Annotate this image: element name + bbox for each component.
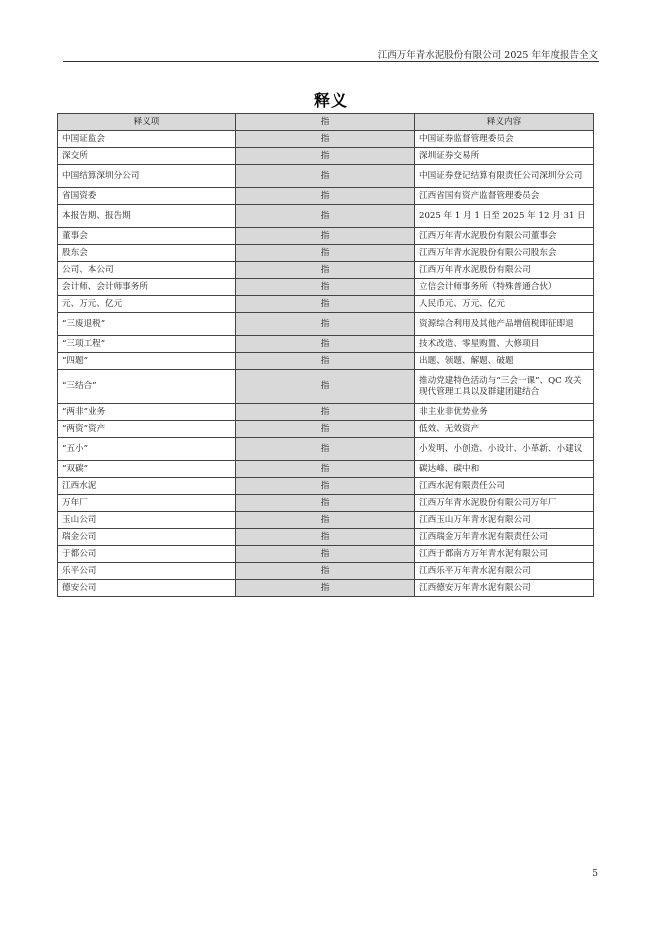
term-cell: 江西水泥 <box>58 478 236 495</box>
ref-cell: 指 <box>236 188 415 205</box>
desc-cell: 江西瑞金万年青水泥有限责任公司 <box>415 529 594 546</box>
ref-cell: 指 <box>236 336 415 353</box>
ref-cell: 指 <box>236 370 415 404</box>
table-row <box>58 296 594 313</box>
ref-cell: 指 <box>236 296 415 313</box>
ref-cell: 指 <box>236 262 415 279</box>
ref-cell: 指 <box>236 546 415 563</box>
term-cell: 董事会 <box>58 228 236 245</box>
ref-cell: 指 <box>236 245 415 262</box>
ref-cell: 指 <box>236 512 415 529</box>
column-header-desc: 释义内容 <box>415 114 594 131</box>
table-row <box>58 279 594 296</box>
table-row <box>58 353 594 370</box>
table-row <box>58 529 594 546</box>
term-cell: 省国资委 <box>58 188 236 205</box>
table-row <box>58 404 594 421</box>
term-cell: 德安公司 <box>58 580 236 597</box>
term-cell: “三废退税” <box>58 313 236 336</box>
ref-cell: 指 <box>236 495 415 512</box>
ref-cell: 指 <box>236 165 415 188</box>
table-row <box>58 262 594 279</box>
table-row <box>58 228 594 245</box>
table-row <box>58 438 594 461</box>
ref-cell: 指 <box>236 404 415 421</box>
table-row <box>58 131 594 148</box>
desc-cell: 江西于都南方万年青水泥有限公司 <box>415 546 594 563</box>
table-row <box>58 205 594 228</box>
desc-cell: 技术改造、零星购置、大修项目 <box>415 336 594 353</box>
ref-cell: 指 <box>236 421 415 438</box>
ref-cell: 指 <box>236 353 415 370</box>
term-cell: 中国证监会 <box>58 131 236 148</box>
ref-cell: 指 <box>236 148 415 165</box>
term-cell: 中国结算深圳分公司 <box>58 165 236 188</box>
column-header-ref: 指 <box>236 114 415 131</box>
table-row <box>58 148 594 165</box>
term-cell: “两非”业务 <box>58 404 236 421</box>
term-cell: 元、万元、亿元 <box>58 296 236 313</box>
desc-cell: 低效、无效资产 <box>415 421 594 438</box>
desc-cell: 深圳证券交易所 <box>415 148 594 165</box>
ref-cell: 指 <box>236 478 415 495</box>
desc-cell: 立信会计师事务所（特殊普通合伙） <box>415 279 594 296</box>
ref-cell: 指 <box>236 205 415 228</box>
term-cell: 瑞金公司 <box>58 529 236 546</box>
desc-cell: 江西万年青水泥股份有限公司董事会 <box>415 228 594 245</box>
desc-cell: 小发明、小创造、小设计、小革新、小建议 <box>415 438 594 461</box>
desc-cell: 碳达峰、碳中和 <box>415 461 594 478</box>
desc-cell: 中国证券登记结算有限责任公司深圳分公司 <box>415 165 594 188</box>
term-cell: 于都公司 <box>58 546 236 563</box>
term-cell: 深交所 <box>58 148 236 165</box>
header-rule <box>63 61 599 62</box>
ref-cell: 指 <box>236 228 415 245</box>
term-cell: 公司、本公司 <box>58 262 236 279</box>
term-cell: “三结合” <box>58 370 236 404</box>
table-row <box>58 512 594 529</box>
term-cell: 乐平公司 <box>58 563 236 580</box>
ref-cell: 指 <box>236 438 415 461</box>
desc-cell: 江西万年青水泥股份有限公司万年厂 <box>415 495 594 512</box>
desc-cell: 非主业非优势业务 <box>415 404 594 421</box>
table-row <box>58 245 594 262</box>
ref-cell: 指 <box>236 529 415 546</box>
table-row <box>58 461 594 478</box>
ref-cell: 指 <box>236 461 415 478</box>
term-cell: 会计师、会计师事务所 <box>58 279 236 296</box>
table-row <box>58 370 594 404</box>
term-cell: “五小” <box>58 438 236 461</box>
table-row <box>58 563 594 580</box>
ref-cell: 指 <box>236 313 415 336</box>
desc-cell: 江西乐平万年青水泥有限公司 <box>415 563 594 580</box>
table-row <box>58 313 594 336</box>
term-cell: “双碳” <box>58 461 236 478</box>
desc-cell: 江西玉山万年青水泥有限公司 <box>415 512 594 529</box>
table-row <box>58 165 594 188</box>
desc-cell: 江西省国有资产监督管理委员会 <box>415 188 594 205</box>
ref-cell: 指 <box>236 580 415 597</box>
table-row <box>58 546 594 563</box>
page-number: 5 <box>592 869 598 879</box>
table-row <box>58 336 594 353</box>
section-title: 释义 <box>313 91 348 110</box>
desc-cell: 江西万年青水泥股份有限公司 <box>415 262 594 279</box>
table-header-row <box>58 114 594 131</box>
table-row <box>58 495 594 512</box>
ref-cell: 指 <box>236 131 415 148</box>
term-cell: 股东会 <box>58 245 236 262</box>
desc-cell: 出题、领题、解题、破题 <box>415 353 594 370</box>
desc-cell: 江西水泥有限责任公司 <box>415 478 594 495</box>
term-cell: 玉山公司 <box>58 512 236 529</box>
desc-cell: 江西德安万年青水泥有限公司 <box>415 580 594 597</box>
desc-cell: 2025 年 1 月 1 日至 2025 年 12 月 31 日 <box>415 205 594 228</box>
table-row <box>58 580 594 597</box>
term-cell: 本报告期、报告期 <box>58 205 236 228</box>
ref-cell: 指 <box>236 563 415 580</box>
desc-cell: 江西万年青水泥股份有限公司股东会 <box>415 245 594 262</box>
desc-cell: 人民币元、万元、亿元 <box>415 296 594 313</box>
table-row <box>58 478 594 495</box>
page-header: 江西万年青水泥股份有限公司 2025 年年度报告全文 <box>377 50 598 61</box>
term-cell: 万年厂 <box>58 495 236 512</box>
ref-cell: 指 <box>236 279 415 296</box>
desc-cell: 资源综合利用及其他产品增值税即征即退 <box>415 313 594 336</box>
table-row <box>58 421 594 438</box>
term-cell: “三项工程” <box>58 336 236 353</box>
term-cell: “两资”资产 <box>58 421 236 438</box>
desc-cell: 中国证券监督管理委员会 <box>415 131 594 148</box>
definitions-table <box>57 113 594 597</box>
column-header-term: 释义项 <box>58 114 236 131</box>
term-cell: “四题” <box>58 353 236 370</box>
desc-cell: 推动党建特色活动与“三会一课”、QC 攻关现代管理工具以及群建团建结合 <box>415 370 594 404</box>
table-row <box>58 188 594 205</box>
